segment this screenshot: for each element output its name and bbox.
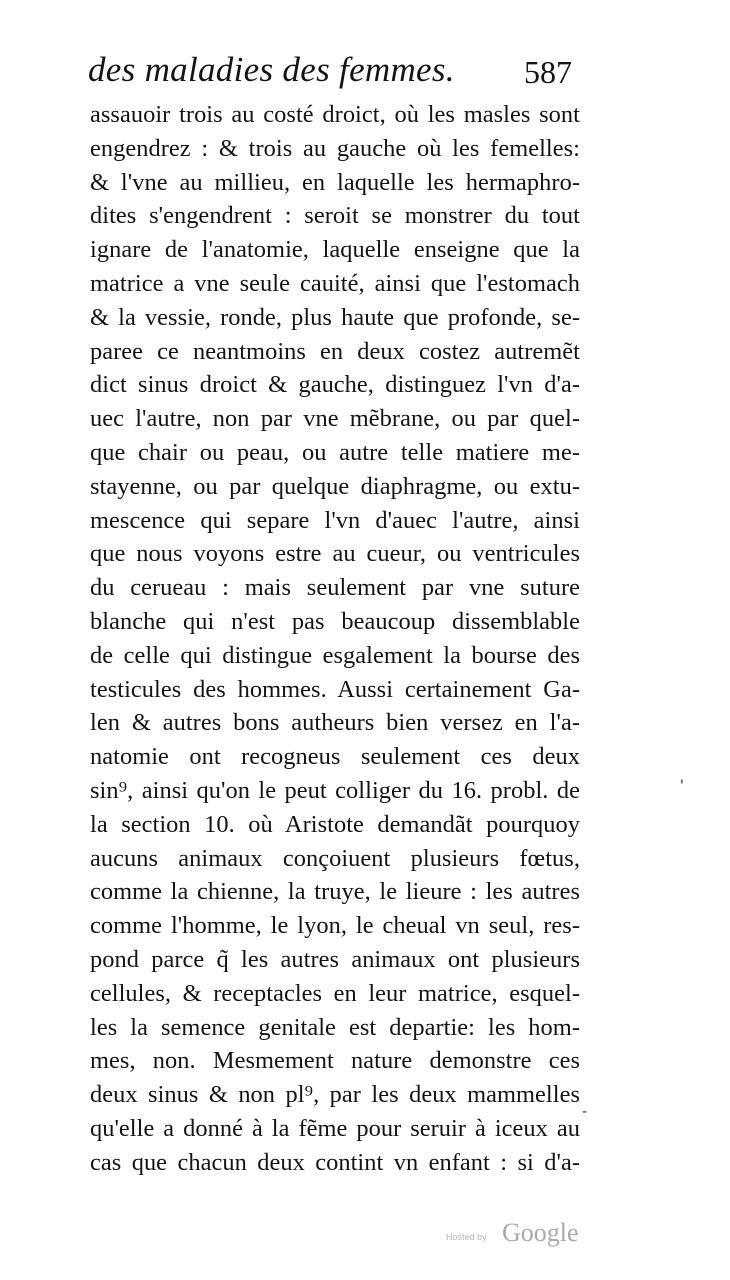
text-line: blanche qui n'est pas beaucoup dissemblable bbox=[90, 607, 580, 635]
running-title: des maladies des femmes. bbox=[88, 50, 455, 89]
text-line: comme la chienne, la truye, le lieure : les autres bbox=[90, 878, 580, 906]
body-text bbox=[90, 98, 580, 1180]
credit-prefix: Hosted by bbox=[446, 1232, 487, 1242]
text-line: uec l'autre, non par vne mẽbrane, ou par quel- bbox=[90, 405, 580, 433]
text-line: pond parce q̃ les autres animaux ont plusieurs bbox=[90, 945, 580, 973]
text-line: testicules des hommes. Aussi certainement Ga- bbox=[90, 675, 580, 703]
text-line: qu'elle a donné à la fẽme pour seruir à iceux au bbox=[90, 1114, 580, 1142]
text-line: comme l'homme, le lyon, le cheual vn seul, res- bbox=[90, 912, 580, 940]
text-line: stayenne, ou par quelque diaphragme, ou extu- bbox=[90, 472, 580, 500]
text-line: du cerueau : mais seulement par vne suture bbox=[90, 574, 580, 602]
text-line: assauoir trois au costé droict, où les masles sont bbox=[90, 101, 580, 128]
page-number: 587 bbox=[524, 54, 572, 90]
text-line: la section 10. où Aristote demandãt pourquoy bbox=[90, 810, 580, 838]
hosted-by-credit bbox=[446, 1218, 606, 1250]
text-line: paree ce neantmoins en deux costez autremẽt bbox=[90, 337, 580, 365]
google-logo: Google bbox=[502, 1218, 579, 1247]
margin-speck: ' bbox=[680, 778, 684, 794]
text-line: len & autres bons autheurs bien versez en l'a- bbox=[90, 709, 580, 737]
text-line: cas que chacun deux contint vn enfant : si d'a- bbox=[90, 1148, 580, 1176]
margin-speck: - bbox=[582, 1104, 588, 1120]
text-line: & la vessie, ronde, plus haute que profonde, se- bbox=[90, 303, 580, 331]
text-line: de celle qui distingue esgalement la bourse des bbox=[90, 641, 580, 669]
text-line: deux sinus & non pl⁹, par les deux mammelles bbox=[90, 1081, 580, 1109]
text-line: que chair ou peau, ou autre telle matiere me- bbox=[90, 438, 580, 466]
text-line: les la semence genitale est departie: les hom- bbox=[90, 1013, 580, 1041]
text-line: cellules, & receptacles en leur matrice, esquel- bbox=[90, 979, 580, 1007]
text-line: sin⁹, ainsi qu'on le peut colliger du 16. probl. de bbox=[90, 776, 580, 804]
text-line: matrice a vne seule cauité, ainsi que l'estomach bbox=[90, 269, 580, 297]
text-line: mescence qui separe l'vn d'auec l'autre, ainsi bbox=[90, 506, 580, 534]
text-line: dites s'engendrent : seroit se monstrer du tout bbox=[90, 202, 580, 230]
text-line: aucuns animaux conçoiuent plusieurs fœtus, bbox=[90, 844, 580, 872]
text-line: que nous voyons estre au cueur, ou ventricules bbox=[90, 540, 580, 568]
text-line: natomie ont recogneus seulement ces deux bbox=[90, 743, 580, 771]
page-header bbox=[84, 50, 584, 94]
text-line: & l'vne au millieu, en laquelle les hermaphro- bbox=[90, 168, 580, 196]
text-line: ignare de l'anatomie, laquelle enseigne que la bbox=[90, 236, 580, 264]
text-line: mes, non. Mesmement nature demonstre ces bbox=[90, 1047, 580, 1075]
text-line: engendrez : & trois au gauche où les femelles: bbox=[90, 134, 580, 162]
text-line: dict sinus droict & gauche, distinguez l'vn d'a- bbox=[90, 371, 580, 399]
